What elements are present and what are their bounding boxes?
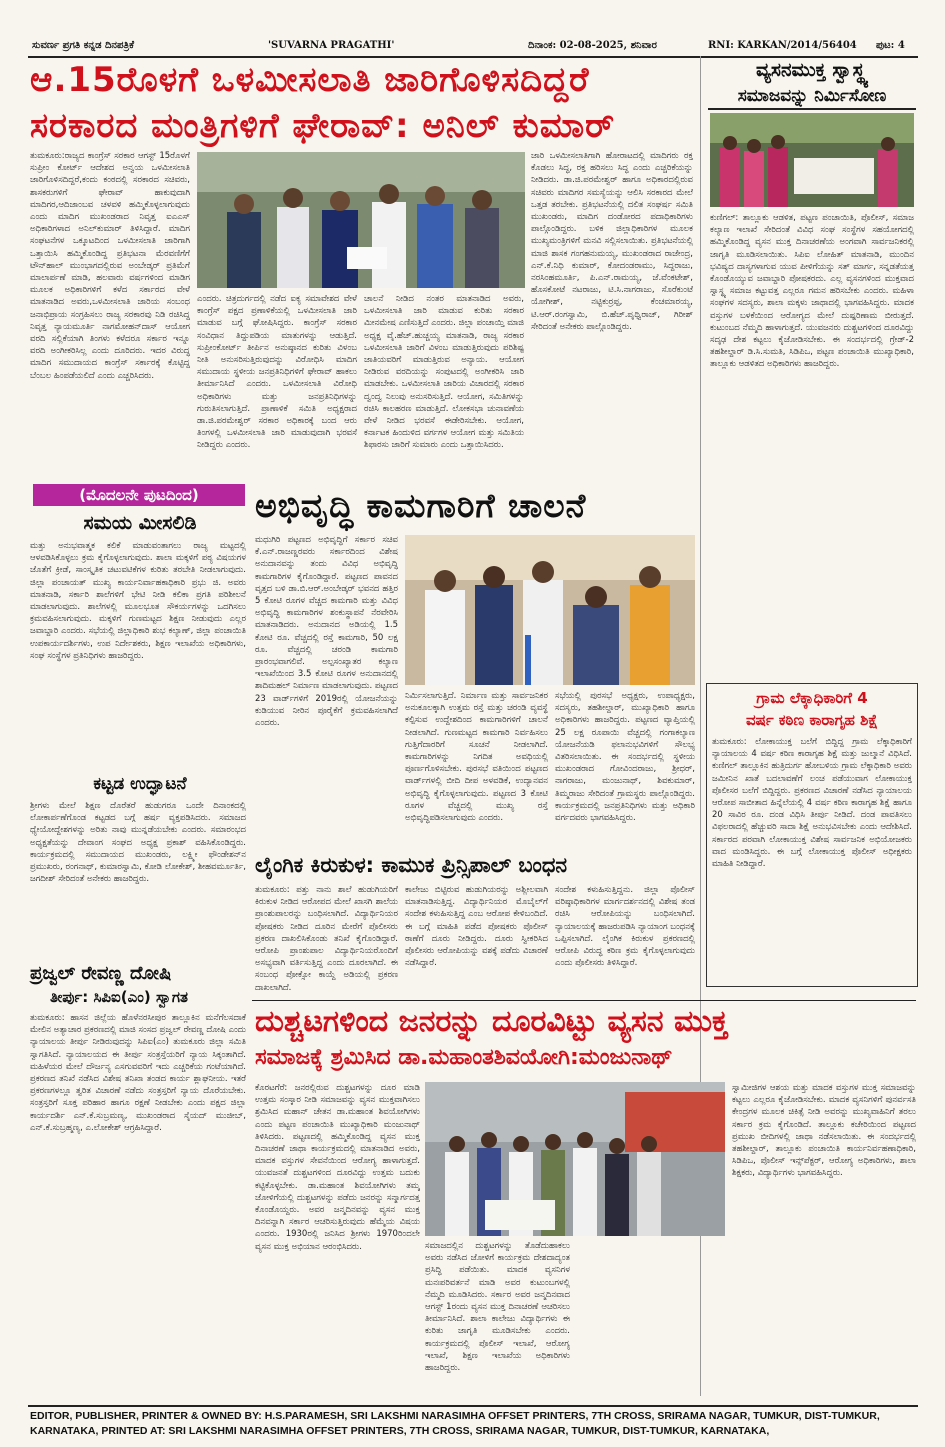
header-date: ದಿನಾಂಕ: 02-08-2025, ಶನಿವಾರ bbox=[528, 40, 657, 51]
header-page-number: ಪುಟ: 4 bbox=[876, 40, 905, 51]
continued-tag: (ಮೊದಲನೇ ಪುಟದಿಂದ) bbox=[33, 484, 245, 506]
abhivruddhi-column-1: ಮಧುಗಿರಿ ಪಟ್ಟಣದ ಅಭಿವೃದ್ಧಿಗೆ ಸರ್ಕಾರ ಸಚಿವ ಕೆ.ಎನ್.ರಾಜಣ್ಣರವರು ಸರ್ಕಾರದಿಂದ ವಿಶೇಷ ಅನುದಾನವನ್ನು ತಂದು ವಿವಿಧ ಅಭಿವೃದ್ಧಿ ಕಾಮಗಾರಿಗಳ ಕೈಗೊಂಡಿದ್ದಾರೆ. ಪಟ್ಟಣದ ಪಾವನದ ವೃತ್ತದ ಬಳಿ ಡಾ.ಬಿ.ಆರ್.ಅಂಬೇಡ್ಕರ್ ಭವನದ ಹತ್ತಿರ 5 ಕೋಟಿ ರೂಗಳ ವೆಚ್ಚದ ಕಾಮಗಾರಿ ಮತ್ತು ವಿವಿಧ ಅಭಿವೃದ್ಧಿ ಕಾಮಗಾರಿಗಳ ಶಂಕುಸ್ಥಾಪನೆ ನೆರವೇರಿಸಿ ಮಾತನಾಡಿದರು. ಅನುದಾನದ ಅಡಿಯಲ್ಲಿ 1.5 ಕೋಟಿ ರೂ. ವೆಚ್ಚದಲ್ಲಿ ರಸ್ತೆ ಕಾಮಗಾರಿ, 50 ಲಕ್ಷ ರೂ. ವೆಚ್ಚದಲ್ಲಿ ಚರಂಡಿ ಕಾಮಗಾರಿ ಪ್ರಾರಂಭವಾಗಲಿವೆ. ಅಲ್ಪಸಂಖ್ಯಾತರ ಕಲ್ಯಾಣ ಇಲಾಖೆಯಿಂದ 3.5 ಕೋಟಿ ರೂಗಳ ಅನುದಾನದಲ್ಲಿ ಶಾದಿಮಹಲ್ ನಿರ್ಮಾಣ ಮಾಡಲಾಗುವುದು. ಪಟ್ಟಣದ 23 ವಾರ್ಡ್‌ಗಳಿಗೆ 2019ರಲ್ಲಿ ಯೋಜನೆಯನ್ನು ಕುಡಿಯುವ ನೀರಿನ ಪೂರೈಕೆಗೆ ಕ್ರಮವಹಿಸಲಾಗಿದೆ ಎಂದರು. bbox=[255, 535, 398, 729]
section-divider bbox=[252, 1000, 916, 1001]
laingika-column-3: ಸಂದೇಶ ಕಳುಹಿಸುತ್ತಿದ್ದನು. ಜಿಲ್ಲಾ ಪೊಲೀಸ್ ವರಿಷ್ಠಾಧಿಕಾರಿಗಳ ಮಾರ್ಗದರ್ಶನದಲ್ಲಿ ವಿಶೇಷ ತಂಡ ರಚಿಸಿ ಆರೋಪಿಯನ್ನು ಬಂಧಿಸಲಾಗಿದೆ. ನ್ಯಾಯಾಲಯಕ್ಕೆ ಹಾಜರುಪಡಿಸಿ ನ್ಯಾಯಾಂಗ ಬಂಧನಕ್ಕೆ ಒಪ್ಪಿಸಲಾಗಿದೆ. ಲೈಂಗಿಕ ಕಿರುಕುಳ ಪ್ರಕರಣದಲ್ಲಿ ಆರೋಪಿ ವಿರುದ್ಧ ಕಠಿಣ ಕ್ರಮ ಕೈಗೊಳ್ಳಲಾಗುವುದು ಎಂದು ಪೊಲೀಸರು ತಿಳಿಸಿದ್ದಾರೆ. bbox=[555, 885, 695, 969]
imprint-footer: EDITOR, PUBLISHER, PRINTER & OWNED BY: H.S.PARAMESH, SRI LAKSHMI NARASIMHA OFFSET PRINTERS, 7TH CROSS, SRIRAMA NAGAR, TUMKUR, DIST-TUMKUR, KARNATAKA, PRINTED AT: SRI LAKSHMI NARASIMHA OFFSET PRINTERS, 7TH CROSS, SRIRAMA NAGAR, TUMKUR, DIST-TUMKUR, KARNATAKA, bbox=[30, 1410, 880, 1437]
story1-headline-line1: ಆ.15ರೊಳಗೆ ಒಳಮೀಸಲಾತಿ ಜಾರಿಗೊಳಿಸದಿದ್ದರೆ bbox=[30, 60, 590, 100]
abhivruddhi-column-3: ಸಭೆಯಲ್ಲಿ ಪುರಸಭೆ ಅಧ್ಯಕ್ಷರು, ಉಪಾಧ್ಯಕ್ಷರು, ಸದಸ್ಯರು, ತಹಶೀಲ್ದಾರ್, ಮುಖ್ಯಾಧಿಕಾರಿ ಹಾಗೂ ಅಧಿಕಾರಿಗಳು ಹಾಜರಿದ್ದರು. ಪಟ್ಟಣದ ವ್ಯಾಪ್ತಿಯಲ್ಲಿ 25 ಲಕ್ಷ ರೂಪಾಯಿ ವೆಚ್ಚದಲ್ಲಿ ಗಂಗಾಕಲ್ಯಾಣ ಯೋಜನೆಯಡಿ ಫಲಾನುಭವಿಗಳಿಗೆ ಸೌಲಭ್ಯ ವಿತರಿಸಲಾಯಿತು. ಈ ಸಂದರ್ಭದಲ್ಲಿ ಸ್ಥಳೀಯ ಮುಖಂಡರಾದ ಗೋವಿಂದರಾಜು, ಶ್ರೀಧರ್, ನಾಗರಾಜು, ಮಂಜುನಾಥ್, ಶಿವಕುಮಾರ್, ತಿಮ್ಮರಾಜು ಸೇರಿದಂತೆ ಗ್ರಾಮಸ್ಥರು ಪಾಲ್ಗೊಂಡಿದ್ದರು. ಕಾರ್ಯಕ್ರಮದಲ್ಲಿ ಜನಪ್ರತಿನಿಧಿಗಳು ಮತ್ತು ಅಧಿಕಾರಿ ವರ್ಗದವರು ಭಾಗವಹಿಸಿದ್ದರು. bbox=[555, 691, 695, 824]
side-rally-photo bbox=[710, 113, 914, 207]
story1-column-3: ಚಾಲನೆ ನೀಡಿದ ನಂತರ ಮಾತನಾಡಿದ ಅವರು, ಒಳಮೀಸಲಾತಿ ಜಾರಿ ಮಾಡುವ ಕುರಿತು ಸರಕಾರ ಮೀನಮೇಷ ಎಣಿಸುತ್ತಿದೆ ಎಂದರು. ಜಿಲ್ಲಾ ಪಂಚಾಯ್ತಿ ಮಾಜಿ ಅಧ್ಯಕ್ಷ ವೈ.ಹೆಚ್.ಹುಚ್ಚಯ್ಯ ಮಾತನಾಡಿ, ರಾಜ್ಯ ಸರಕಾರ ಒಳಮೀಸಲಾತಿ ಜಾರಿಗೆ ವಿಳಂಬ ಮಾಡುತ್ತಿರುವುದು ಪರಿಶಿಷ್ಟ ಜಾತಿಯವರಿಗೆ ಮಾಡುತ್ತಿರುವ ಅನ್ಯಾಯ. ಆಯೋಗ ನೀಡಿರುವ ವರದಿಯನ್ನು ಸಂಪುಟದಲ್ಲಿ ಅಂಗೀಕರಿಸಿ ಜಾರಿ ಮಾಡಬೇಕು. ಒಳಮೀಸಲಾತಿ ಜಾರಿಯ ವಿಚಾರದಲ್ಲಿ ಸರಕಾರ ದ್ವಂದ್ವ ನಿಲುವು ಅನುಸರಿಸುತ್ತಿದೆ. ಆಯೋಗ, ಸಮಿತಿಗಳನ್ನು ರಚಿಸಿ ಕಾಲಹರಣ ಮಾಡುತ್ತಿದೆ. ಲೋಕಸಭಾ ಚುನಾವಣೆಯ ವೇಳೆ ನೀಡಿದ ಭರವಸೆ ಈಡೇರಿಸಬೇಕು. ಆಯೋಗ, ಕರ್ನಾಟಕ ಹಿಂದುಳಿದ ವರ್ಗಗಳ ಆಯೋಗ ಮತ್ತು ಸಮಿತಿಯ ಶಿಫಾರಸು ಜಾರಿಗೆ ಸುಮಾರು ಎಂದು ಒತ್ತಾಯಿಸಿದರು. bbox=[364, 294, 524, 451]
samaya-title: ಸಮಯ ಮೀಸಲಿಡಿ bbox=[83, 512, 197, 534]
abhivruddhi-headline: ಅಭಿವೃದ್ಧಿ ಕಾಮಗಾರಿಗೆ ಚಾಲನೆ bbox=[255, 486, 587, 525]
story1-column-2: ಎಂದರು. ಚಿತ್ರದುರ್ಗದಲ್ಲಿ ನಡೆದ ಐಕ್ಯ ಸಮಾವೇಶದ ವೇಳೆ ಕಾಂಗ್ರೆಸ್ ಪಕ್ಷದ ಪ್ರಣಾಳಿಕೆಯಲ್ಲಿ ಒಳಮೀಸಲಾತಿ ಜಾರಿ ಮಾಡುವ ಬಗ್ಗೆ ಘೋಷಿಸಿದ್ದರು. ಕಾಂಗ್ರೆಸ್ ಸರಕಾರ ಸಂವಿಧಾನ ತಿದ್ದುಪಡಿಯ ಮಾತುಗಳನ್ನು ಆಡುತ್ತಿದೆ. ಸುಪ್ರೀಂಕೋರ್ಟ್ ತೀರ್ಪಿನ ಅನುಷ್ಠಾನದ ಕುರಿತು ವಿಳಂಬ ನೀತಿ ಅನುಸರಿಸುತ್ತಿರುವುದನ್ನು ವಿರೋಧಿಸಿ ಮಾದಿಗ ಸಮುದಾಯ ಸ್ಥಳೀಯ ಜನಪ್ರತಿನಿಧಿಗಳಿಗೆ ಘೇರಾವ್ ಹಾಕಲು ತೀರ್ಮಾನಿಸಿದೆ ಎಂದರು. ಒಳಮೀಸಲಾತಿ ವಿರೋಧಿ ಅಧಿಕಾರಿಗಳು ಮತ್ತು ಜನಪ್ರತಿನಿಧಿಗಳನ್ನು ಗುರುತಿಸಲಾಗುತ್ತಿದೆ. ಪ್ರಾಣಾಳಿಕೆ ಸಮಿತಿ ಅಧ್ಯಕ್ಷರಾದ ಡಾ.ಜಿ.ಪರಮೇಶ್ವರ್ ಸರಕಾರ ಅಧಿಕಾರಕ್ಕೆ ಬಂದ ಆರು ತಿಂಗಳಲ್ಲಿ ಒಳಮೀಸಲಾತಿ ಜಾರಿ ಮಾಡುವುದಾಗಿ ಭರವಸೆ ನೀಡಿದ್ದರು ಎಂದರು. bbox=[197, 294, 357, 451]
kattada-title: ಕಟ್ಟಡ ಉದ್ಘಾಟನೆ bbox=[93, 774, 187, 794]
page-header bbox=[28, 36, 918, 58]
abhivruddhi-column-2: ನಿರ್ಮಿಸಲಾಗುತ್ತಿದೆ. ನಿರ್ಮಾಣ ಮತ್ತು ಸಾರ್ವಜನಿಕರ ಅನುಕೂಲಕ್ಕಾಗಿ ಉತ್ತಮ ರಸ್ತೆ ಮತ್ತು ಚರಂಡಿ ವ್ಯವಸ್ಥೆ ಕಲ್ಪಿಸುವ ಉದ್ದೇಶದಿಂದ ಕಾಮಗಾರಿಗಳಿಗೆ ಚಾಲನೆ ನೀಡಲಾಗಿದೆ. ಗುಣಮಟ್ಟದ ಕಾಮಗಾರಿ ನಿರ್ವಹಿಸಲು ಗುತ್ತಿಗೆದಾರರಿಗೆ ಸೂಚನೆ ನೀಡಲಾಗಿದೆ. ಕಾಮಗಾರಿಗಳನ್ನು ನಿಗದಿತ ಅವಧಿಯಲ್ಲಿ ಪೂರ್ಣಗೊಳಿಸಬೇಕು. ಪುರಸಭೆ ವತಿಯಿಂದ ಪಟ್ಟಣದ ವಾರ್ಡ್‌ಗಳಲ್ಲಿ ಬೀದಿ ದೀಪ ಅಳವಡಿಕೆ, ಉದ್ಯಾನವನ ಅಭಿವೃದ್ಧಿ ಕೈಗೊಳ್ಳಲಾಗುವುದು. ಪಟ್ಟಣದ 3 ಕೋಟಿ ರೂಗಳ ವೆಚ್ಚದಲ್ಲಿ ಮುಖ್ಯ ರಸ್ತೆ ಅಭಿವೃದ್ಧಿಪಡಿಸಲಾಗುವುದು ಎಂದರು. bbox=[405, 691, 548, 824]
prajwal-title-line1: ಪ್ರಜ್ವಲ್ ರೇವಣ್ಣ ದೋಷಿ bbox=[30, 963, 172, 984]
story1-headline-line2: ಸರಕಾರದ ಮಂತ್ರಿಗಳಿಗೆ ಘೇರಾವ್: ಅನಿಲ್ ಕುಮಾರ್ bbox=[30, 106, 616, 146]
laingika-column-2: ಕಾಲೇಜು ಬಿಟ್ಟಿರುವ ಹುಡುಗಿಯರನ್ನು ಅಶ್ಲೀಲವಾಗಿ ಮಾತನಾಡಿಸುತ್ತಿದ್ದ. ವಿದ್ಯಾರ್ಥಿನಿಯರ ಮೊಬೈಲ್‌ಗೆ ಸಂದೇಶ ಕಳುಹಿಸುತ್ತಿದ್ದ ಎಂಬ ಆರೋಪ ಕೇಳಿಬಂದಿದೆ. ಈ ಬಗ್ಗೆ ಮಾಹಿತಿ ಪಡೆದ ಪೋಷಕರು ಪೊಲೀಸ್ ಠಾಣೆಗೆ ದೂರು ನೀಡಿದ್ದರು. ದೂರು ಸ್ವೀಕರಿಸಿದ ಪೊಲೀಸರು ಆರೋಪಿಯನ್ನು ವಶಕ್ಕೆ ಪಡೆದು ವಿಚಾರಣೆ ನಡೆಸಿದ್ದಾರೆ. bbox=[405, 885, 548, 969]
story1-protest-photo bbox=[197, 152, 525, 288]
prajwal-title-line2: ತೀರ್ಪು: ಸಿಪಿಐ(ಎಂ) ಸ್ವಾಗತ bbox=[50, 988, 188, 1006]
laingika-headline: ಲೈಂಗಿಕ ಕಿರುಕುಳ: ಕಾಮುಕ ಪ್ರಿನ್ಸಿಪಾಲ್ ಬಂಧನ bbox=[255, 853, 568, 877]
samaya-body: ಮತ್ತು ಅನುಭವಾತ್ಮಕ ಕಲಿಕೆ ಮಾಡುವಂತಾಗಲು ರಾಜ್ಯ ಮಟ್ಟದಲ್ಲಿ ಆಳವಡಿಸಿಕೊಳ್ಳಲು ಕ್ರಮ ಕೈಗೊಳ್ಳಲಾಗುವುದು. ಶಾಲಾ ಮಕ್ಕಳಿಗೆ ಪಠ್ಯ ವಿಷಯಗಳ ಜೊತೆಗೆ ಕ್ರೀಡೆ, ಸಾಂಸ್ಕೃತಿಕ ಚಟುವಟಿಕೆಗಳ ಕುರಿತು ತರಬೇತಿ ನೀಡಲಾಗುವುದು. ಜಿಲ್ಲಾ ಪಂಚಾಯತ್ ಮುಖ್ಯ ಕಾರ್ಯನಿರ್ವಾಹಕಾಧಿಕಾರಿ ಪ್ರಭು ಜಿ. ಅವರು ಮಾತನಾಡಿ, ಸರ್ಕಾರಿ ಶಾಲೆಗಳಿಗೆ ಭೇಟಿ ನೀಡಿ ಕಲಿಕಾ ಪ್ರಗತಿ ಪರಿಶೀಲನೆ ಮಾಡಲಾಗುವುದು. ಶಾಲೆಗಳಲ್ಲಿ ಮೂಲಭೂತ ಸೌಕರ್ಯಗಳನ್ನು ಒದಗಿಸಲು ಕ್ರಮವಹಿಸಲಾಗುವುದು. ಮಕ್ಕಳಿಗೆ ಗುಣಮಟ್ಟದ ಶಿಕ್ಷಣ ನೀಡುವುದು ಎಲ್ಲರ ಜವಾಬ್ದಾರಿ ಎಂದರು. ಸಭೆಯಲ್ಲಿ ಜಿಲ್ಲಾಧಿಕಾರಿ ಶುಭ ಕಲ್ಯಾಣ್, ಜಿಲ್ಲಾ ಪಂಚಾಯಿತಿ ಉಪಕಾರ್ಯದರ್ಶಿಗಳು, ಉಪ ನಿರ್ದೇಶಕರು, ಶಿಕ್ಷಣ ಇಲಾಖೆಯ ಅಧಿಕಾರಿಗಳು, ಸಂಘ ಸಂಸ್ಥೆಗಳ ಪ್ರತಿನಿಧಿಗಳು ಹಾಜರಿದ್ದರು. bbox=[30, 541, 246, 661]
header-rni: RNI: KARKAN/2014/56404 bbox=[708, 40, 857, 51]
dushchata-column-3: ಸ್ವಾಮೀಜಿಗಳ ಆಶಯ ಮತ್ತು ಮಾದಕ ವಸ್ತುಗಳ ಮುಕ್ತ ಸಮಾಜವನ್ನು ಕಟ್ಟಲು ಎಲ್ಲರೂ ಕೈಜೋಡಿಸಬೇಕು. ಮಾದಕ ವ್ಯಸನಿಗಳಿಗೆ ಪುನರ್ವಸತಿ ಕೇಂದ್ರಗಳ ಮೂಲಕ ಚಿಕಿತ್ಸೆ ನೀಡಿ ಅವರನ್ನು ಮುಖ್ಯವಾಹಿನಿಗೆ ತರಲು ಸರ್ಕಾರ ಕ್ರಮ ಕೈಗೊಂಡಿದೆ. ತಾಲ್ಲೂಕು ಕಚೇರಿಯಿಂದ ಪಟ್ಟಣದ ಪ್ರಮುಖ ಬೀದಿಗಳಲ್ಲಿ ಜಾಥಾ ನಡೆಸಲಾಯಿತು. ಈ ಸಂದರ್ಭದಲ್ಲಿ ತಹಶೀಲ್ದಾರ್, ತಾಲ್ಲೂಕು ಪಂಚಾಯಿತಿ ಕಾರ್ಯನಿರ್ವಹಣಾಧಿಕಾರಿ, ಸಿಡಿಪಿಒ, ಪೊಲೀಸ್ ಇನ್ಸ್‌ಪೆಕ್ಟರ್, ಆರೋಗ್ಯ ಅಧಿಕಾರಿಗಳು, ಶಾಲಾ ಶಿಕ್ಷಕರು, ವಿದ್ಯಾರ್ಥಿಗಳು ಭಾಗವಹಿಸಿದ್ದರು. bbox=[732, 1083, 916, 1179]
side-headline-line1: ವ್ಯಸನಮುಕ್ತ ಸ್ವಾಸ್ಥ್ಯ bbox=[756, 59, 868, 81]
side-story-body: ಕುಣಿಗಲ್: ತಾಲ್ಲೂಕು ಆಡಳಿತ, ಪಟ್ಟಣ ಪಂಚಾಯಿತಿ, ಪೊಲೀಸ್, ಸಮಾಜ ಕಲ್ಯಾಣ ಇಲಾಖೆ ಸೇರಿದಂತೆ ವಿವಿಧ ಸಂಘ ಸಂಸ್ಥೆಗಳ ಸಹಯೋಗದಲ್ಲಿ ಹಮ್ಮಿಕೊಂಡಿದ್ದ ವ್ಯಸನ ಮುಕ್ತ ದಿನಾಚರಣೆಯ ಅಂಗವಾಗಿ ಸಾರ್ವಜನಿಕರಲ್ಲಿ ಜಾಗೃತಿ ಮೂಡಿಸಲಾಯಿತು. ಸಿಪಿಐ ಲೋಹಿತ್ ಮಾತನಾಡಿ, ಮುಂದಿನ ಭವಿಷ್ಯದ ದಾಸ್ಯಗಳಾಗುವ ಯುವ ಪೀಳಿಗೆಯನ್ನು ಸತ್ ಮಾರ್ಗ, ಸನ್ನಡತೆಯತ್ತ ಕೊಂಡೊಯ್ಯುವ ಜವಾಬ್ದಾರಿ ಪೋಷಕರದು. ಎಲ್ಲ ವ್ಯಸನಗಳಿಂದ ಮುಕ್ತವಾದ ಸ್ವಾಸ್ಥ್ಯ ಸಮಾಜ ಕಟ್ಟುವತ್ತ ಎಲ್ಲರೂ ಗಮನ ಹರಿಸಬೇಕು ಎಂದರು. ಮಹಿಳಾ ಸಂಘಗಳ ಸದಸ್ಯರು, ಶಾಲಾ ಮಕ್ಕಳು ಜಾಥಾದಲ್ಲಿ ಭಾಗವಹಿಸಿದ್ದರು. ಮಾದಕ ವಸ್ತುಗಳ ಬಳಕೆಯಿಂದ ಆರೋಗ್ಯದ ಮೇಲೆ ದುಷ್ಪರಿಣಾಮ ಬೀರುತ್ತದೆ. ಕುಟುಂಬದ ನೆಮ್ಮದಿ ಹಾಳಾಗುತ್ತದೆ. ಯುವಜನರು ದುಶ್ಚಟಗಳಿಂದ ದೂರವಿದ್ದು ಸದೃಢ ದೇಶ ಕಟ್ಟಲು ಕೈಜೋಡಿಸಬೇಕು. ಈ ಸಂದರ್ಭದಲ್ಲಿ ಗ್ರೇಡ್-2 ತಹಶೀಲ್ದಾರ್ ಡಿ.ಸಿ.ಸುಮತಿ, ಸಿಡಿಪಿಒ, ಪಟ್ಟಣ ಪಂಚಾಯಿತಿ ಮುಖ್ಯಾಧಿಕಾರಿ, ತಾಲ್ಲೂಕು ಆಡಳಿತದ ಅಧಿಕಾರಿಗಳು ಹಾಜರಿದ್ದರು. bbox=[710, 213, 914, 370]
prajwal-body: ತುಮಕೂರು: ಹಾಸನ ಜಿಲ್ಲೆಯ ಹೊಳೆನರಸೀಪುರ ತಾಲ್ಲೂಕಿನ ಮನೆಗೆಲಸದಾಕೆ ಮೇಲಿನ ಅತ್ಯಾಚಾರ ಪ್ರಕರಣದಲ್ಲಿ ಮಾಜಿ ಸಂಸದ ಪ್ರಜ್ವಲ್ ರೇವಣ್ಣ ದೋಷಿ ಎಂದು ನ್ಯಾಯಾಲಯ ತೀರ್ಪು ನೀಡಿರುವುದನ್ನು ಸಿಪಿಐ(ಎಂ) ತುಮಕೂರು ಜಿಲ್ಲಾ ಸಮಿತಿ ಸ್ವಾಗತಿಸಿದೆ. ನ್ಯಾಯಾಲಯದ ಈ ತೀರ್ಪು ಸಂತ್ರಸ್ತೆಯರಿಗೆ ನ್ಯಾಯ ಸಿಕ್ಕಂತಾಗಿದೆ. ಮಹಿಳೆಯರ ಮೇಲೆ ದೌರ್ಜನ್ಯ ಎಸಗುವವರಿಗೆ ಇದು ಎಚ್ಚರಿಕೆಯ ಗಂಟೆಯಾಗಿದೆ. ಪ್ರಕರಣದ ತನಿಖೆ ನಡೆಸಿದ ವಿಶೇಷ ತನಿಖಾ ತಂಡದ ಕಾರ್ಯ ಶ್ಲಾಘನೀಯ. ಇತರೆ ಪ್ರಕರಣಗಳಲ್ಲೂ ತ್ವರಿತ ವಿಚಾರಣೆ ನಡೆದು ಸಂತ್ರಸ್ತರಿಗೆ ನ್ಯಾಯ ದೊರೆಯಬೇಕು. ಸಂತ್ರಸ್ತರಿಗೆ ಸೂಕ್ತ ಪರಿಹಾರ ಹಾಗೂ ರಕ್ಷಣೆ ನೀಡಬೇಕು ಎಂದು ಪಕ್ಷದ ಜಿಲ್ಲಾ ಕಾರ್ಯದರ್ಶಿ ಎನ್.ಕೆ.ಸುಬ್ರಮಣ್ಯ, ಮುಖಂಡರಾದ ಸೈಯದ್ ಮುಜೀಬ್, ಎನ್.ಕೆ.ಸುಬ್ರಹ್ಮಣ್ಯ, ಎ.ಲೋಕೇಶ್ ಆಗ್ರಹಿಸಿದ್ದಾರೆ. bbox=[30, 1013, 246, 1133]
side-headline-line2: ಸಮಾಜವನ್ನು ನಿರ್ಮಿಸೋಣ bbox=[708, 84, 916, 110]
header-masthead: 'SUVARNA PRAGATHI' bbox=[268, 40, 395, 51]
side-box-title-line1: ಗ್ರಾಮ ಲೆಕ್ಕಾಧಿಕಾರಿಗೆ 4 bbox=[756, 689, 868, 707]
dushchata-headline-line1: ದುಶ್ಚಟಗಳಿಂದ ಜನರನ್ನು ದೂರವಿಟ್ಟು ವ್ಯಸನ ಮುಕ್ತ bbox=[255, 1004, 729, 1039]
side-box-title-line2: ವರ್ಷ ಕಠಿಣ ಕಾರಾಗೃಹ ಶಿಕ್ಷೆ bbox=[745, 711, 878, 729]
kattada-body: ಶ್ರೀಗಳು ಮೇಲೆ ಶಿಕ್ಷಣ ದೊರೆತರೆ ಹುಡುಗರೂ ಒಂದೇ ದಿನಾಂಕದಲ್ಲಿ ಲೋಕಾರ್ಪಣೆಗೊಂಡ ಕಟ್ಟಡದ ಬಗ್ಗೆ ಹರ್ಷ ವ್ಯಕ್ತಪಡಿಸಿದರು. ಸಮಾಜದ ಧ್ಯೇಯೋದ್ದೇಶಗಳನ್ನು ಅರಿತು ನಾವು ಮುನ್ನಡೆಯಬೇಕು ಎಂದರು. ಸಮಾರಂಭದ ಅಧ್ಯಕ್ಷತೆಯನ್ನು ದೇವಾಂಗ ಸಂಘದ ಅಧ್ಯಕ್ಷ ಪ್ರಕಾಶ್ ವಹಿಸಿಕೊಂಡಿದ್ದರು. ಕಾರ್ಯಕ್ರಮದಲ್ಲಿ ಸಮುದಾಯದ ಮುಖಂಡರು, ಲಕ್ಷ್ಮೀ ಫೌಂಡೇಶನ್‌ನ ಪ್ರಮುಖರು, ರಂಗನಾಥ್, ಕುಮಾರಸ್ವಾಮಿ, ಕೋಡಿ ಲೋಕೇಶ್, ಶೀಹವರ್ಮೂರ್ತಿ, ಜಗದೀಶ್ ಸೇರಿದಂತೆ ಅನೇಕರು ಹಾಜರಿದ್ದರು. bbox=[30, 801, 246, 885]
laingika-column-1: ತುಮಕೂರು: ಪತ್ತು ನಾನು ಶಾಲೆ ಹುಡುಗಿಯರಿಗೆ ಕಿರುಕುಳ ನೀಡಿದ ಆರೋಪದ ಮೇಲೆ ಖಾಸಗಿ ಶಾಲೆಯ ಪ್ರಾಂಶುಪಾಲರನ್ನು ಬಂಧಿಸಲಾಗಿದೆ. ವಿದ್ಯಾರ್ಥಿನಿಯರ ಪೋಷಕರು ನೀಡಿದ ದೂರಿನ ಮೇರೆಗೆ ಪೊಲೀಸರು ಪ್ರಕರಣ ದಾಖಲಿಸಿಕೊಂಡು ತನಿಖೆ ಕೈಗೊಂಡಿದ್ದಾರೆ. ಆರೋಪಿ ಪ್ರಾಂಶುಪಾಲ ವಿದ್ಯಾರ್ಥಿನಿಯರೊಂದಿಗೆ ಅಸಭ್ಯವಾಗಿ ವರ್ತಿಸುತ್ತಿದ್ದ ಎಂದು ದೂರಲಾಗಿದೆ. ಈ ಸಂಬಂಧ ಪೋಕ್ಸೋ ಕಾಯ್ದೆ ಅಡಿಯಲ್ಲಿ ಪ್ರಕರಣ ದಾಖಲಾಗಿದೆ. bbox=[255, 885, 398, 993]
story1-column-4: ಜಾರಿ ಒಳಮೀಸಲಾತಿಗಾಗಿ ಹೋರಾಟದಲ್ಲಿ ಮಾದಿಗರು ರಕ್ತ ಕೊಡಲು ಸಿದ್ಧ, ರಕ್ತ ಹರಿಸಲು ಸಿದ್ಧ ಎಂದು ಎಚ್ಚರಿಕೆಯನ್ನು ನೀಡಿದರು. ಡಾ.ಜಿ.ಪರಮೇಶ್ವರ್ ಹಾಗೂ ಅಧಿಕಾರದಲ್ಲಿರುವ ಸಚಿವರು ಮಾದಿಗರ ಸಮಸ್ಯೆಯನ್ನು ಆಲಿಸಿ ಸರಕಾರದ ಮೇಲೆ ಒತ್ತಡ ತರಬೇಕು. ಪ್ರತಿಭಟನೆಯಲ್ಲಿ ದಲಿತ ಸಂಘರ್ಷ ಸಮಿತಿ ಮುಖಂಡರು, ಮಾದಿಗ ದಂಡೋರದ ಪದಾಧಿಕಾರಿಗಳು ಪಾಲ್ಗೊಂಡಿದ್ದರು. ಬಳಿಕ ಜಿಲ್ಲಾಧಿಕಾರಿಗಳ ಮೂಲಕ ಮುಖ್ಯಮಂತ್ರಿಗಳಿಗೆ ಮನವಿ ಸಲ್ಲಿಸಲಾಯಿತು. ಪ್ರತಿಭಟನೆಯಲ್ಲಿ ಮಾಜಿ ಶಾಸಕ ಗಂಗಹನುಮಯ್ಯ, ಮುಖಂಡರಾದ ರಾಜೇಂದ್ರ, ಎನ್.ಕೆ.ನಿಧಿ ಕುಮಾರ್, ಕೋದಂಡರಾಮು, ಸಿದ್ದರಾಜು, ನರಸಿಂಹಮೂರ್ತಿ, ಪಿ.ಎನ್.ರಾಮಯ್ಯ, ಜೆ.ವೆಂಕಟೇಶ್, ಹೊಸಕೋಟೆ ನಟರಾಜು, ಟಿ.ಸಿ.ನಾಗರಾಜು, ಸೊರೆಕುಂಟೆ ಯೋಗೀಶ್, ನಟ್ಟಿಕುರ್‍ರಪ್ಪ, ಕೆಂಚಮಾರಯ್ಯ, ಟಿ.ಆರ್.ರಂಗಸ್ವಾಮಿ, ಬಿ.ಹೆಚ್.ಪೃಥ್ವಿರಾಜ್, ಗಿರೀಶ್ ಸೇರಿದಂತೆ ಅನೇಕರು ಪಾಲ್ಗೊಂಡಿದ್ದರು. bbox=[531, 151, 693, 332]
dushchata-rally-photo bbox=[425, 1082, 725, 1236]
dushchata-column-1: ಕೊರಟಗೆರೆ: ಜನರಲ್ಲಿರುವ ದುಶ್ಚಟಗಳನ್ನು ದೂರ ಮಾಡಿ ಉತ್ತಮ ಸಂಸ್ಕಾರ ನೀಡಿ ಸಮಾಜವನ್ನು ವ್ಯಸನ ಮುಕ್ತವಾಗಿಸಲು ಶ್ರಮಿಸಿದ ಮಹಾನ್ ಚೇತನ ಡಾ.ಮಹಾಂತ ಶಿವಯೋಗಿಗಳು ಎಂದು ಪಟ್ಟಣ ಪಂಚಾಯಿತಿ ಮುಖ್ಯಾಧಿಕಾರಿ ಮಂಜುನಾಥ್ ತಿಳಿಸಿದರು. ಪಟ್ಟಣದಲ್ಲಿ ಹಮ್ಮಿಕೊಂಡಿದ್ದ ವ್ಯಸನ ಮುಕ್ತ ದಿನಾಚರಣೆ ಜಾಥಾ ಕಾರ್ಯಕ್ರಮದಲ್ಲಿ ಮಾತನಾಡಿದ ಅವರು, ಮಾದಕ ವಸ್ತುಗಳ ಸೇವನೆಯಿಂದ ಆರೋಗ್ಯ ಹಾಳಾಗುತ್ತದೆ. ಯುವಜನತೆ ದುಶ್ಚಟಗಳಿಂದ ದೂರವಿದ್ದು ಉತ್ತಮ ಬದುಕು ಕಟ್ಟಿಕೊಳ್ಳಬೇಕು. ಡಾ.ಮಹಾಂತ ಶಿವಯೋಗಿಗಳು ತಮ್ಮ ಜೋಳಿಗೆಯಲ್ಲಿ ದುಶ್ಚಟಗಳನ್ನು ಪಡೆದು ಜನರನ್ನು ಸನ್ಮಾರ್ಗದತ್ತ ಕೊಂಡೊಯ್ದರು. ಅವರ ಜನ್ಮದಿನವನ್ನು ವ್ಯಸನ ಮುಕ್ತ ದಿನವನ್ನಾಗಿ ಸರ್ಕಾರ ಆಚರಿಸುತ್ತಿರುವುದು ಹೆಮ್ಮೆಯ ವಿಷಯ ಎಂದರು. 1930ರಲ್ಲಿ ಜನಿಸಿದ ಶ್ರೀಗಳು 1970ರಿಂದಲೇ ವ್ಯಸನ ಮುಕ್ತ ಅಭಿಯಾನ ಆರಂಭಿಸಿದರು. bbox=[255, 1083, 420, 1252]
dushchata-headline-line2: ಸಮಾಜಕ್ಕೆ ಶ್ರಮಿಸಿದ ಡಾ.ಮಹಾಂತಶಿವಯೋಗಿ:ಮಂಜುನಾಥ್ bbox=[255, 1045, 673, 1070]
dushchata-column-3-lower bbox=[577, 1240, 725, 1402]
dushchata-column-2: ಸಮಾಜದಲ್ಲಿನ ದುಶ್ಚಟಗಳನ್ನು ತೊಡೆದುಹಾಕಲು ಅವರು ನಡೆಸಿದ ಜೋಳಿಗೆ ಕಾರ್ಯಕ್ರಮ ದೇಶದಾದ್ಯಂತ ಪ್ರಸಿದ್ಧಿ ಪಡೆಯಿತು. ಮಾದಕ ವ್ಯಸನಿಗಳ ಮನಃಪರಿವರ್ತನೆ ಮಾಡಿ ಅವರ ಕುಟುಂಬಗಳಲ್ಲಿ ನೆಮ್ಮದಿ ಮೂಡಿಸಿದರು. ಸರ್ಕಾರ ಅವರ ಜನ್ಮದಿನವಾದ ಆಗಸ್ಟ್ 1ರಂದು ವ್ಯಸನ ಮುಕ್ತ ದಿನಾಚರಣೆ ಆಚರಿಸಲು ತೀರ್ಮಾನಿಸಿದೆ. ಶಾಲಾ ಕಾಲೇಜು ವಿದ್ಯಾರ್ಥಿಗಳು ಈ ಕುರಿತು ಜಾಗೃತಿ ಮೂಡಿಸಬೇಕು ಎಂದರು. ಕಾರ್ಯಕ್ರಮದಲ್ಲಿ ಪೊಲೀಸ್ ಇಲಾಖೆ, ಆರೋಗ್ಯ ಇಲಾಖೆ, ಶಿಕ್ಷಣ ಇಲಾಖೆಯ ಅಧಿಕಾರಿಗಳು ಹಾಜರಿದ್ದರು. bbox=[425, 1241, 570, 1374]
story1-column-1: ತುಮಕೂರು:ರಾಜ್ಯದ ಕಾಂಗ್ರೆಸ್ ಸರಕಾರ ಆಗಸ್ಟ್ 15ರೊಳಗೆ ಸುಪ್ರೀಂ ಕೋರ್ಟ್ ಆದೇಶದ ಅನ್ವಯ ಒಳಮೀಸಲಾತಿ ಜಾರಿಗೊಳಿಸದಿದ್ದರೆ,ಕಂದು ಕಂಠದಲ್ಲಿ ಸರಕಾರದ ಸಚಿವರು, ಶಾಸಕರುಗಳಿಗೆ ಘೇರಾವ್ ಹಾಕುವುದಾಗಿ ಮಾದಿಗರ,ಆದಿಜಾಂಬವ ಚಳವಳಿ ಹಮ್ಮಿಕೊಳ್ಳಲಾಗುವುದು ಎಂದು ಮಾದಿಗ ಮುಖಂಡರಾದ ನಿವೃತ್ತ ಐಎಎಸ್ ಅಧಿಕಾರಿಗಳಾದ ಅನಿಲ್‌ಕುಮಾರ್ ತಿಳಿಸಿದ್ದಾರೆ. ಮಾದಿಗ ಸಂಘಟನೆಗಳ ಒಕ್ಕೂಟದಿಂದ ಒಳಮೀಸಲಾತಿ ಜಾರಿಗಾಗಿ ಒತ್ತಾಯಿಸಿ ಹಮ್ಮಿಕೊಂಡಿದ್ದ ಪ್ರತಿಭಟನಾ ಮೆರವಣಿಗೆಗೆ ಟೌನ್‌ಹಾಲ್ ಮುಂಭಾಗದಲ್ಲಿರುವ ಅಂಬೇಡ್ಕರ್ ಪ್ರತಿಮೆಗೆ ಮಾಲಾರ್ಪಣೆ ಮಾಡಿ, ಹಲವಾರು ವರ್ಷಗಳಿಂದ ಮಾಡಿಗ ಮೂಲಕ ಅಧಿಕಾರಿಗಳಿಗೆ ಕಳೆದ ಸರ್ಕಾರದ ವೇಳೆ ಮಾತನಾಡಿದ ಅವರು,ಒಳಮೀಸಲಾತಿ ಜಾರಿಯ ಸಂಬಂಧ ಜನಾಭಿಪ್ರಾಯ ಸಂಗ್ರಹಿಸಲು ರಾಜ್ಯ ಸರಕಾರವು ನಿಡಿ ರಚಿಸಿದ್ದ ನಿವೃತ್ತ ನ್ಯಾಯಮೂರ್ತಿ ನಾಗಮೋಹನ್‌ದಾಸ್ ಆಯೋಗ ವರದಿ ಸಲ್ಲಿಕೆಯಾಗಿ ತಿಂಗಳು ಕಳೆದರೂ ಸರ್ಕಾರ ಇನ್ನೂ ವರದಿ ಅಂಗೀಕರಿಸಿಲ್ಲ ಎಂದು ದೂರಿದರು. ಇದರ ವಿರುದ್ಧ ಮಾದಿಗ ಸಮುದಾಯದ ಕಾಂಗ್ರೆಸ್ ಸರ್ಕಾರಕ್ಕೆ ಕೊಟ್ಟಿದ್ದ ಬೆಂಬಲ ಹಿಂಪಡೆಯಲಿದೆ ಎಂದು ಎಚ್ಚರಿಸಿದರು. bbox=[30, 151, 190, 381]
side-box-body: ತುಮಕೂರು: ಲೋಕಾಯುಕ್ತ ಬಲೆಗೆ ಬಿದ್ದಿದ್ದ ಗ್ರಾಮ ಲೆಕ್ಕಾಧಿಕಾರಿಗೆ ನ್ಯಾಯಾಲಯ 4 ವರ್ಷ ಕಠಿಣ ಕಾರಾಗೃಹ ಶಿಕ್ಷೆ ಮತ್ತು ಜುಲ್ಮಾನೆ ವಿಧಿಸಿದೆ. ಕುಣಿಗಲ್ ತಾಲ್ಲೂಕಿನ ಹುತ್ರಿದುರ್ಗ ಹೋಬಳಿಯ ಗ್ರಾಮ ಲೆಕ್ಕಾಧಿಕಾರಿ ಅವರು ಜಮೀನಿನ ಖಾತೆ ಬದಲಾವಣೆಗೆ ಲಂಚ ಪಡೆಯುವಾಗ ಲೋಕಾಯುಕ್ತ ಪೊಲೀಸರ ಬಲೆಗೆ ಬಿದ್ದಿದ್ದರು. ಪ್ರಕರಣದ ವಿಚಾರಣೆ ನಡೆಸಿದ ನ್ಯಾಯಾಲಯ ಆರೋಪ ಸಾಬೀತಾದ ಹಿನ್ನೆಲೆಯಲ್ಲಿ 4 ವರ್ಷ ಕಠಿಣ ಕಾರಾಗೃಹ ಶಿಕ್ಷೆ ಹಾಗೂ 20 ಸಾವಿರ ರೂ. ದಂಡ ವಿಧಿಸಿ ತೀರ್ಪು ನೀಡಿದೆ. ದಂಡ ಪಾವತಿಸಲು ವಿಫಲರಾದಲ್ಲಿ ಹೆಚ್ಚುವರಿ ಸಾದಾ ಶಿಕ್ಷೆ ಅನುಭವಿಸಬೇಕು ಎಂದು ಆದೇಶಿಸಿದೆ. ಸರ್ಕಾರದ ಪರವಾಗಿ ಲೋಕಾಯುಕ್ತ ವಿಶೇಷ ಸಾರ್ವಜನಿಕ ಅಭಿಯೋಜಕರು ವಾದ ಮಂಡಿಸಿದ್ದರು. ಈ ಬಗ್ಗೆ ಲೋಕಾಯುಕ್ತ ಪೊಲೀಸ್ ಅಧೀಕ್ಷಕರು ಮಾಹಿತಿ ನೀಡಿದ್ದಾರೆ. bbox=[712, 737, 912, 870]
abhivruddhi-photo bbox=[405, 535, 695, 685]
header-paper-name: ಸುವರ್ಣ ಪ್ರಗತಿ ಕನ್ನಡ ದಿನಪತ್ರಿಕೆ bbox=[32, 40, 135, 51]
footer-rule bbox=[28, 1405, 918, 1407]
